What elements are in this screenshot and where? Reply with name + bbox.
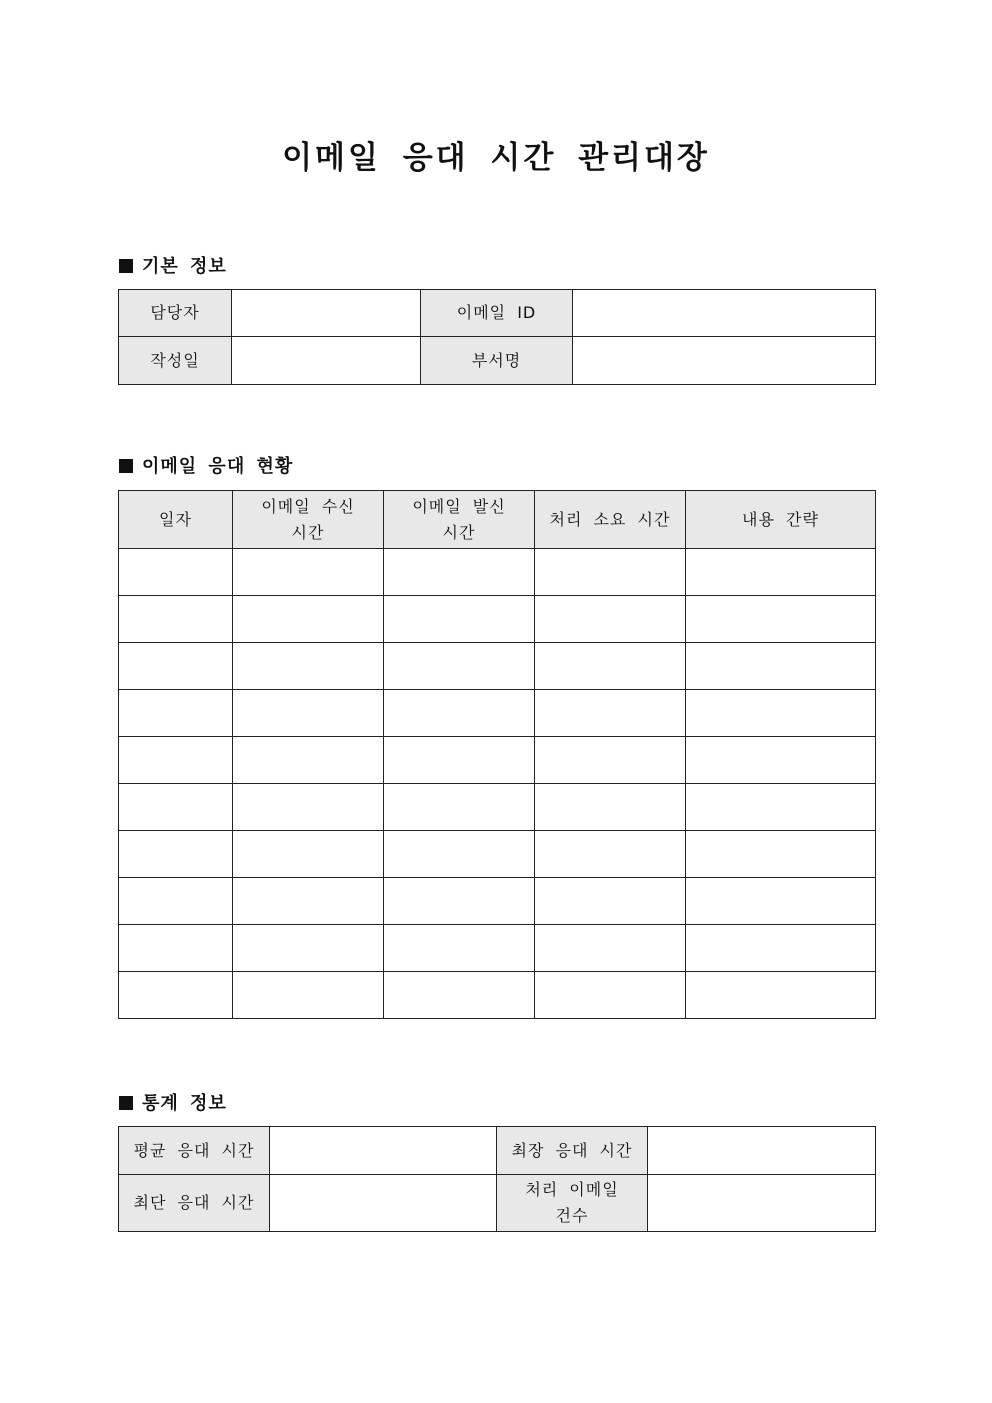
table-row (119, 290, 876, 337)
cell-sent-time[interactable] (384, 549, 535, 596)
cell-received-time[interactable] (233, 737, 384, 784)
field-max-response-time[interactable] (648, 1127, 876, 1175)
square-bullet-icon (119, 1096, 133, 1110)
cell-received-time[interactable] (233, 549, 384, 596)
table-row (119, 831, 876, 878)
cell-date[interactable] (119, 784, 233, 831)
cell-processing-time[interactable] (535, 643, 686, 690)
section-heading-status (119, 452, 293, 478)
cell-date[interactable] (119, 878, 233, 925)
cell-received-time[interactable] (233, 784, 384, 831)
cell-sent-time[interactable] (384, 784, 535, 831)
field-processed-email-count[interactable] (648, 1175, 876, 1232)
label-processed-email-count: 처리 이메일 건수 (497, 1175, 648, 1232)
table-row (119, 337, 876, 385)
cell-received-time[interactable] (233, 972, 384, 1019)
column-header-summary: 내용 간략 (686, 491, 876, 549)
section-heading-stats (119, 1089, 227, 1115)
status-table (118, 490, 876, 1019)
cell-summary[interactable] (686, 831, 876, 878)
label-min-response-time: 최단 응대 시간 (119, 1175, 270, 1232)
cell-summary[interactable] (686, 690, 876, 737)
label-department: 부서명 (421, 337, 573, 385)
basic-info-table (118, 289, 876, 385)
field-email-id[interactable] (573, 290, 876, 337)
cell-processing-time[interactable] (535, 972, 686, 1019)
table-row (119, 1175, 876, 1232)
square-bullet-icon (119, 259, 133, 273)
column-header-received-time: 이메일 수신 시간 (233, 491, 384, 549)
section-heading-basic-text: 기본 정보 (142, 256, 227, 277)
cell-sent-time[interactable] (384, 972, 535, 1019)
cell-summary[interactable] (686, 643, 876, 690)
section-heading-basic (119, 252, 227, 278)
table-row (119, 784, 876, 831)
column-header-date: 일자 (119, 491, 233, 549)
cell-summary[interactable] (686, 972, 876, 1019)
column-header-sent-time: 이메일 발신 시간 (384, 491, 535, 549)
page-title: 이메일 응대 시간 관리대장 (282, 140, 710, 176)
cell-sent-time[interactable] (384, 690, 535, 737)
table-row (119, 972, 876, 1019)
cell-received-time[interactable] (233, 643, 384, 690)
cell-received-time[interactable] (233, 596, 384, 643)
field-date-written[interactable] (232, 337, 421, 385)
cell-summary[interactable] (686, 596, 876, 643)
table-row (119, 878, 876, 925)
section-heading-status-text: 이메일 응대 현황 (142, 456, 294, 477)
cell-processing-time[interactable] (535, 596, 686, 643)
cell-sent-time[interactable] (384, 643, 535, 690)
field-min-response-time[interactable] (270, 1175, 497, 1232)
cell-processing-time[interactable] (535, 690, 686, 737)
cell-sent-time[interactable] (384, 878, 535, 925)
cell-date[interactable] (119, 737, 233, 784)
square-bullet-icon (119, 459, 133, 473)
table-row (119, 549, 876, 596)
cell-date[interactable] (119, 925, 233, 972)
label-manager: 담당자 (119, 290, 232, 337)
cell-sent-time[interactable] (384, 925, 535, 972)
cell-sent-time[interactable] (384, 596, 535, 643)
section-heading-stats-text: 통계 정보 (142, 1093, 227, 1114)
cell-sent-time[interactable] (384, 737, 535, 784)
cell-processing-time[interactable] (535, 784, 686, 831)
cell-date[interactable] (119, 643, 233, 690)
cell-summary[interactable] (686, 925, 876, 972)
table-row (119, 643, 876, 690)
cell-date[interactable] (119, 549, 233, 596)
table-row (119, 596, 876, 643)
label-date-written: 작성일 (119, 337, 232, 385)
label-email-id: 이메일 ID (421, 290, 573, 337)
cell-processing-time[interactable] (535, 831, 686, 878)
table-row (119, 925, 876, 972)
cell-date[interactable] (119, 690, 233, 737)
field-avg-response-time[interactable] (270, 1127, 497, 1175)
table-row (119, 1127, 876, 1175)
field-department[interactable] (573, 337, 876, 385)
cell-summary[interactable] (686, 737, 876, 784)
cell-summary[interactable] (686, 784, 876, 831)
cell-processing-time[interactable] (535, 878, 686, 925)
cell-sent-time[interactable] (384, 831, 535, 878)
cell-summary[interactable] (686, 878, 876, 925)
cell-processing-time[interactable] (535, 737, 686, 784)
cell-date[interactable] (119, 596, 233, 643)
cell-received-time[interactable] (233, 831, 384, 878)
cell-date[interactable] (119, 831, 233, 878)
stats-table (118, 1126, 876, 1232)
cell-summary[interactable] (686, 549, 876, 596)
column-header-processing-time: 처리 소요 시간 (535, 491, 686, 549)
table-header-row (119, 491, 876, 549)
cell-received-time[interactable] (233, 690, 384, 737)
label-avg-response-time: 평균 응대 시간 (119, 1127, 270, 1175)
label-max-response-time: 최장 응대 시간 (497, 1127, 648, 1175)
cell-processing-time[interactable] (535, 549, 686, 596)
table-row (119, 690, 876, 737)
cell-received-time[interactable] (233, 925, 384, 972)
cell-date[interactable] (119, 972, 233, 1019)
cell-received-time[interactable] (233, 878, 384, 925)
cell-processing-time[interactable] (535, 925, 686, 972)
table-row (119, 737, 876, 784)
field-manager[interactable] (232, 290, 421, 337)
